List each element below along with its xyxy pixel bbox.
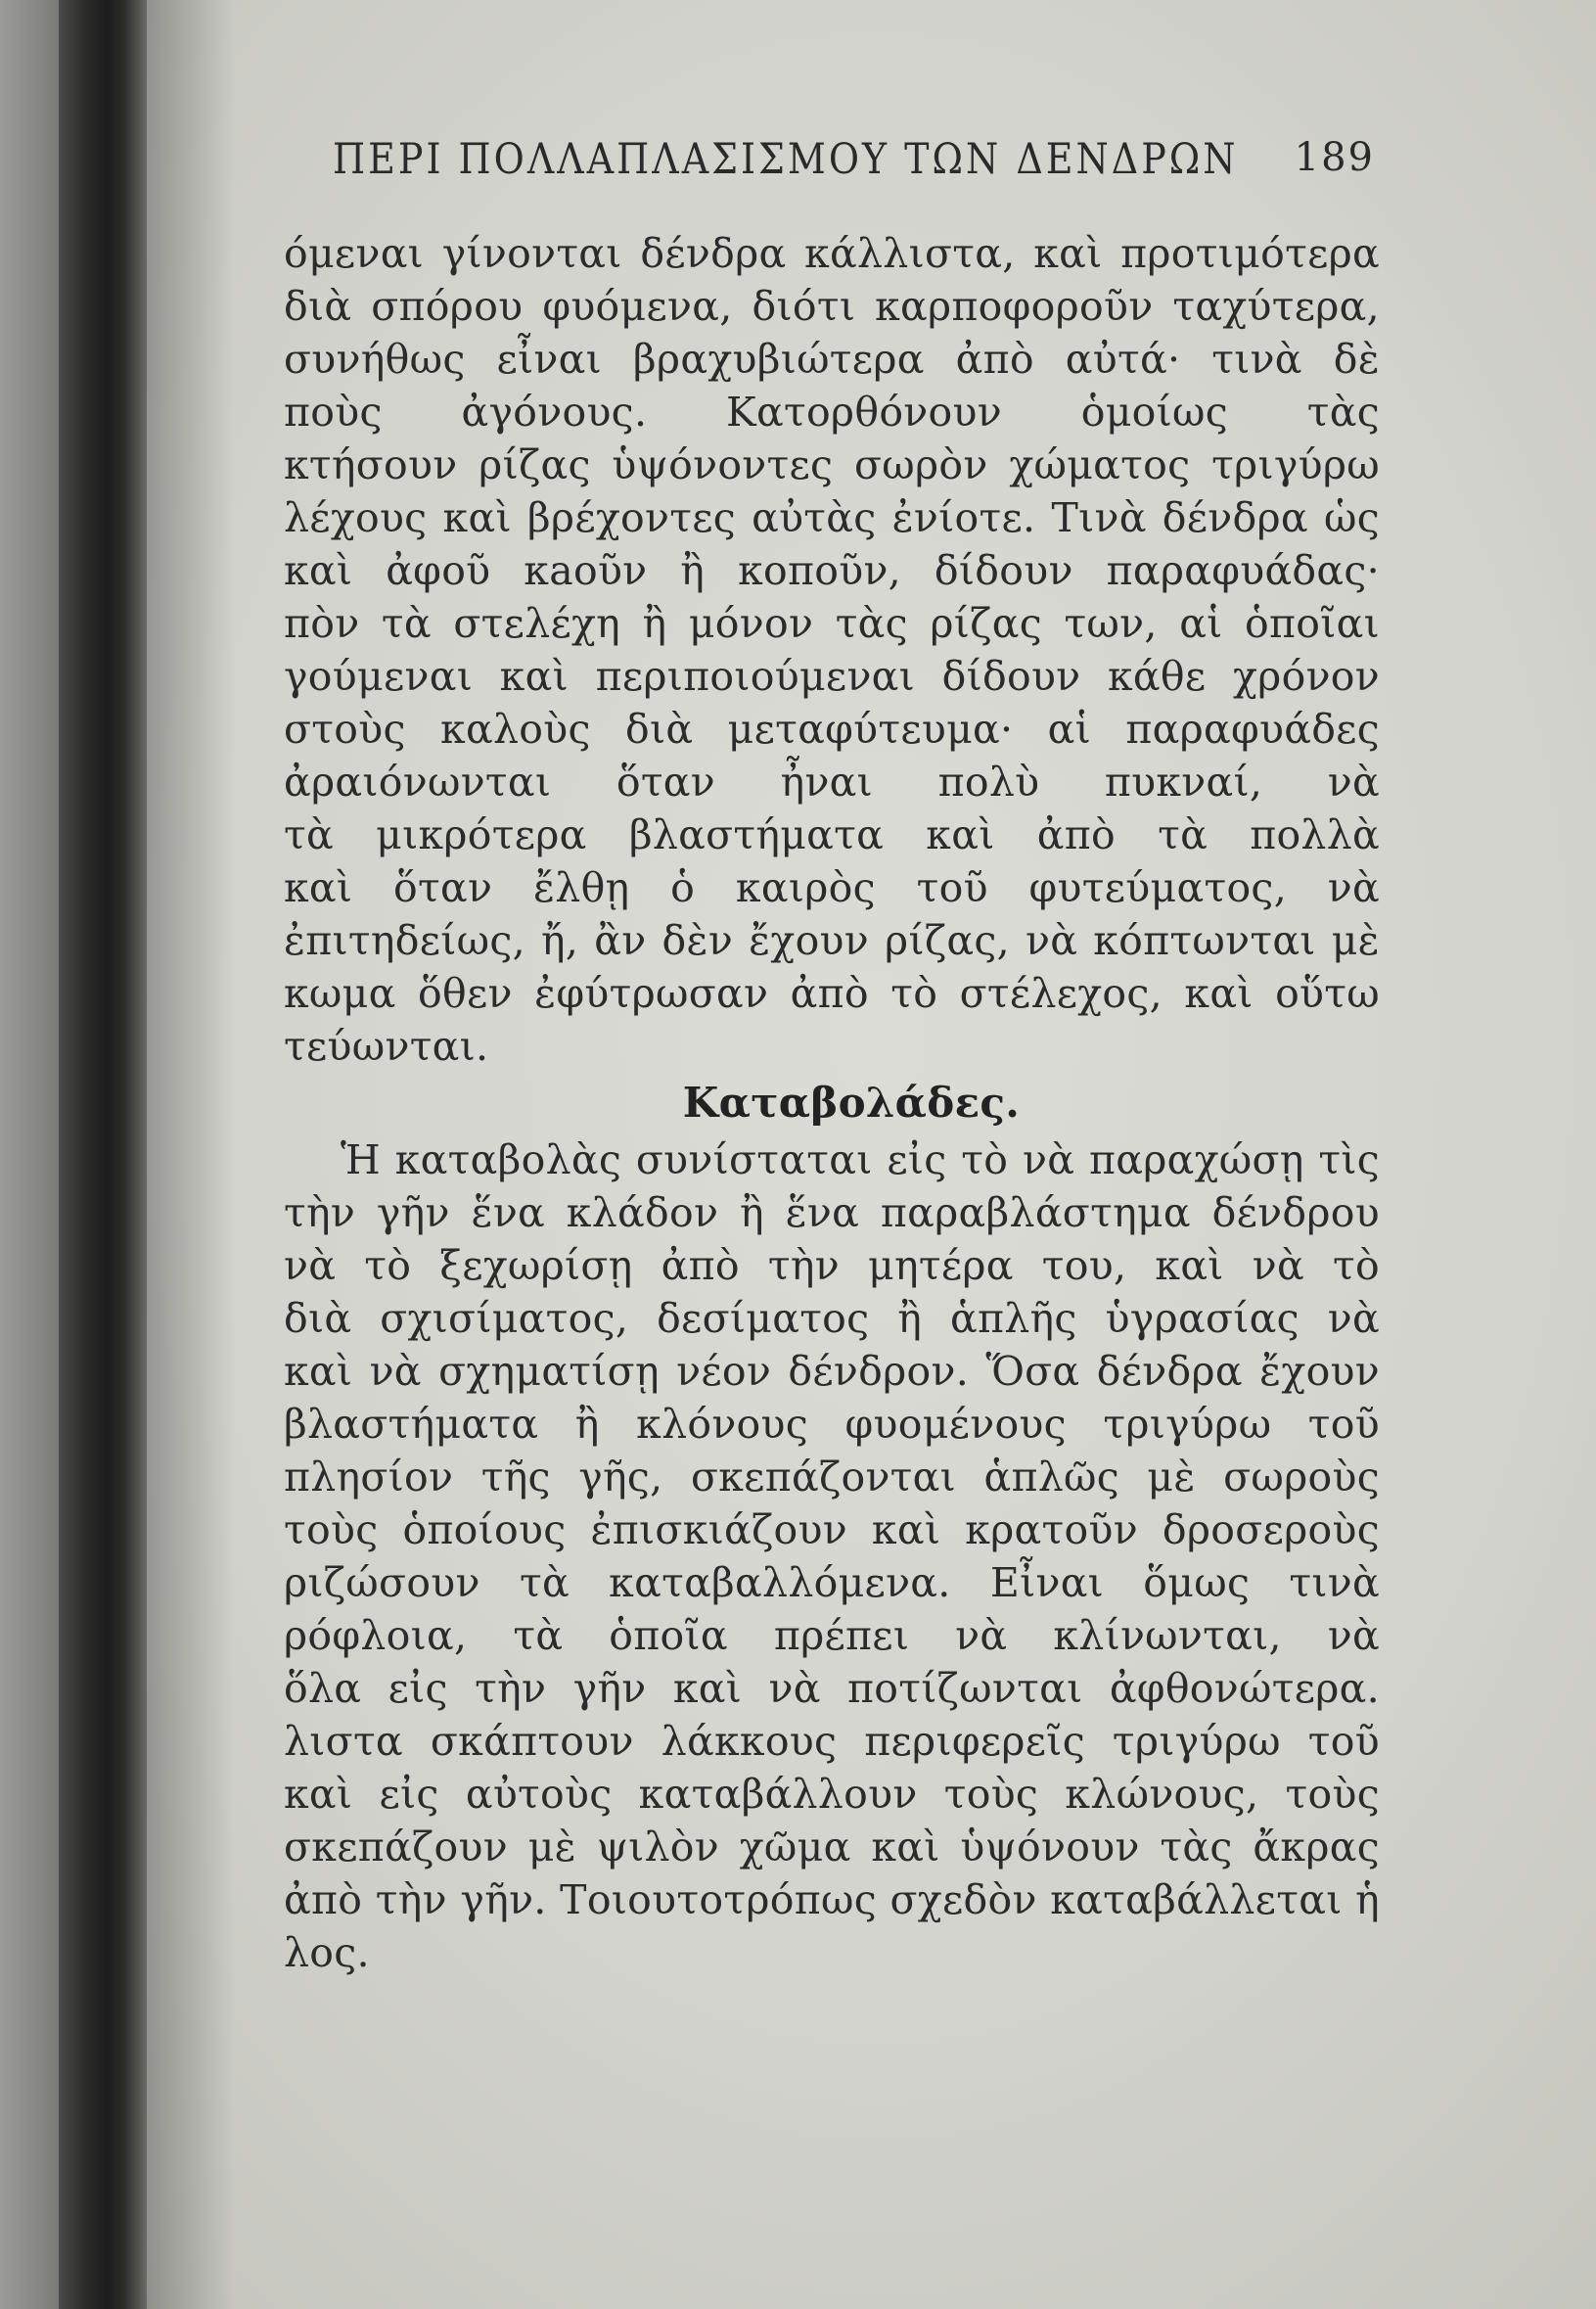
text-line: νὰ τὸ ξεχωρίσῃ ἀπὸ τὴν μητέρα του, καὶ νὰ τὸ	[284, 1242, 1380, 1289]
text-line: σκεπάζουν μὲ ψιλὸν χῶμα καὶ ὑψόνουν τὰς ἄκρας	[284, 1824, 1380, 1870]
text-line: κωμα ὅθεν ἐφύτρωσαν ἀπὸ τὸ στέλεχος, καὶ οὕτω	[284, 970, 1380, 1017]
paragraph-1	[284, 227, 1380, 1073]
text-line: διὰ σχισίματος, δεσίματος ἢ ἁπλῆς ὑγρασίας νὰ	[284, 1295, 1380, 1342]
text-line: λος.	[284, 1929, 370, 1976]
page-header	[333, 135, 1375, 194]
text-line: λιστα σκάπτουν λάκκους περιφερεῖς τριγύρω τοῦ	[284, 1718, 1380, 1765]
text-line: ἐπιτηδείως, ἤ, ἂν δὲν ἔχουν ρίζας, νὰ κόπτωνται μὲ	[284, 917, 1380, 964]
text-line: ποὺς ἀγόνους. Κατορθόνουν ὁμοίως τὰς	[284, 389, 1380, 436]
text-line: πὸν τὰ στελέχη ἢ μόνον τὰς ρίζας των, αἱ ὁποῖαι	[284, 600, 1380, 647]
text-line: γούμεναι καὶ περιποιούμεναι δίδουν κάθε χρόνον	[284, 653, 1380, 700]
text-line: όμεναι γίνονται δένδρα κάλλιστα, καὶ προτιμότερα	[284, 230, 1380, 277]
text-line: πλησίον τῆς γῆς, σκεπάζονται ἁπλῶς μὲ σωροὺς	[284, 1454, 1380, 1501]
page-number: 189	[1294, 135, 1375, 180]
text-line: Ἡ καταβολὰς συνίσταται εἰς τὸ νὰ παραχώσῃ τὶς	[341, 1136, 1380, 1183]
text-line: τεύωνται.	[284, 1023, 489, 1070]
gutter-shadow	[147, 0, 235, 2309]
text-line: τὰ μικρότερα βλαστήματα καὶ ἀπὸ τὰ πολλὰ	[284, 811, 1380, 858]
text-line: τοὺς ὁποίους ἐπισκιάζουν καὶ κρατοῦν δροσεροὺς	[284, 1506, 1380, 1553]
text-line: λέχους καὶ βρέχοντες αὐτὰς ἐνίοτε. Τινὰ δένδρα ὡς	[284, 494, 1380, 541]
text-line: διὰ σπόρου φυόμενα, διότι καρποφοροῦν ταχύτερα,	[284, 283, 1380, 330]
text-line: ρόφλοια, τὰ ὁποῖα πρέπει νὰ κλίνωνται, νὰ	[284, 1612, 1380, 1659]
text-line: ἀραιόνωνται ὅταν ἦναι πολὺ πυκναί, νὰ	[284, 759, 1380, 806]
text-line: καὶ ὅταν ἔλθῃ ὁ καιρὸς τοῦ φυτεύματος, νὰ	[284, 864, 1380, 911]
running-title: ΠΕΡΙ ΠΟΛΛΑΠΛΑΣΙΣΜΟΥ ΤΩΝ ΔΕΝΔΡΩΝ	[333, 135, 1239, 184]
book-binding-edge	[0, 0, 59, 2309]
text-line: βλαστήματα ἢ κλόνους φυομένους τριγύρω τοῦ	[284, 1401, 1380, 1448]
text-line: καὶ νὰ σχηματίσῃ νέον δένδρον. Ὅσα δένδρα ἔχουν	[284, 1348, 1380, 1395]
paragraph-2	[284, 1133, 1380, 1979]
section-heading: Καταβολάδες.	[682, 1079, 1021, 1127]
text-line: συνήθως εἶναι βραχυβιώτερα ἀπὸ αὐτά· τινὰ δὲ	[284, 336, 1380, 383]
page-body	[284, 227, 1380, 1979]
text-line: κτήσουν ρίζας ὑψόνοντες σωρὸν χώματος τριγύρω	[284, 441, 1380, 488]
text-line: καὶ ἀφοῦ κaοῦν ἢ κοποῦν, δίδουν παραφυάδας·	[284, 547, 1380, 594]
book-spine-shadow	[59, 0, 147, 2309]
text-line: τὴν γῆν ἕνα κλάδον ἢ ἕνα παραβλάστημα δένδρου	[284, 1189, 1380, 1236]
text-line: στοὺς καλοὺς διὰ μεταφύτευμα· αἱ παραφυάδες	[284, 706, 1380, 753]
text-line: ὅλα εἰς τὴν γῆν καὶ νὰ ποτίζωνται ἀφθονώτερα.	[284, 1665, 1380, 1712]
text-line: ἀπὸ τὴν γῆν. Τοιουτοτρόπως σχεδὸν καταβάλλεται ἡ	[284, 1876, 1380, 1923]
text-line: ριζώσουν τὰ καταβαλλόμενα. Εἶναι ὅμως τινὰ	[284, 1559, 1380, 1606]
text-line: καὶ εἰς αὐτοὺς καταβάλλουν τοὺς κλώνους, τοὺς	[284, 1771, 1380, 1818]
